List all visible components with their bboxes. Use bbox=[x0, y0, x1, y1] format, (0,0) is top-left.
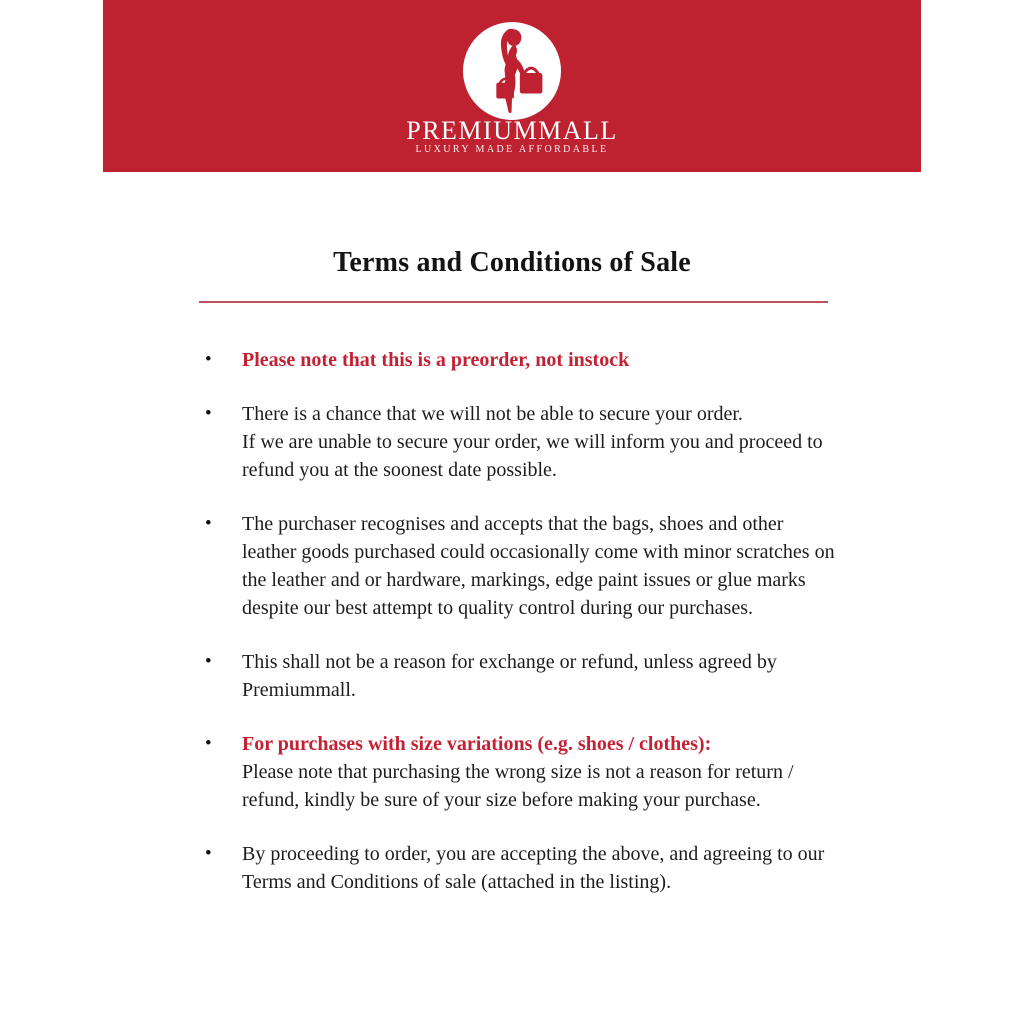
term-line: The purchaser recognises and accepts that the bags, shoes and other bbox=[242, 513, 784, 535]
bullet-dot-icon: • bbox=[205, 513, 212, 534]
term-text bbox=[242, 346, 885, 374]
bullet-dot-icon: • bbox=[205, 403, 212, 424]
term-line: Premiummall. bbox=[242, 679, 356, 701]
woman-shopper-icon bbox=[463, 22, 561, 120]
logo bbox=[463, 22, 561, 120]
term-line: despite our best attempt to quality control during our purchases. bbox=[242, 597, 753, 619]
term-line: There is a chance that we will not be able to secure your order. bbox=[242, 403, 743, 425]
brand-name: PREMIUMMALL bbox=[406, 116, 618, 145]
term-line: refund you at the soonest date possible. bbox=[242, 459, 557, 481]
bullet-dot-icon: • bbox=[205, 733, 212, 754]
term-line: By proceeding to order, you are accepting the above, and agreeing to our bbox=[242, 843, 825, 865]
list-item bbox=[205, 400, 885, 484]
term-line: Terms and Conditions of sale (attached in the listing). bbox=[242, 871, 672, 893]
list-item bbox=[205, 510, 885, 622]
term-text bbox=[242, 510, 885, 622]
title-divider bbox=[199, 301, 828, 303]
terms-list bbox=[205, 346, 885, 922]
term-text bbox=[242, 400, 885, 484]
list-item bbox=[205, 840, 885, 896]
term-line: This shall not be a reason for exchange or refund, unless agreed by bbox=[242, 651, 777, 673]
brand-tagline: LUXURY MADE AFFORDABLE bbox=[415, 144, 609, 155]
term-line: leather goods purchased could occasionally come with minor scratches on bbox=[242, 541, 835, 563]
term-line-emphasis: Please note that this is a preorder, not instock bbox=[242, 349, 630, 371]
bullet-dot-icon: • bbox=[205, 843, 212, 864]
bullet-dot-icon: • bbox=[205, 651, 212, 672]
bullet-dot-icon: • bbox=[205, 349, 212, 370]
term-text bbox=[242, 648, 885, 704]
term-line: If we are unable to secure your order, we will inform you and proceed to bbox=[242, 431, 823, 453]
list-item bbox=[205, 346, 885, 374]
brand-header bbox=[103, 0, 921, 172]
list-item bbox=[205, 648, 885, 704]
term-text bbox=[242, 840, 885, 896]
term-line: Please note that purchasing the wrong size is not a reason for return / bbox=[242, 761, 794, 783]
term-line: the leather and or hardware, markings, edge paint issues or glue marks bbox=[242, 569, 806, 591]
list-item bbox=[205, 730, 885, 814]
term-line: refund, kindly be sure of your size before making your purchase. bbox=[242, 789, 761, 811]
term-line-emphasis: For purchases with size variations (e.g. shoes / clothes): bbox=[242, 733, 712, 755]
term-text bbox=[242, 730, 885, 814]
page-title: Terms and Conditions of Sale bbox=[333, 247, 691, 278]
